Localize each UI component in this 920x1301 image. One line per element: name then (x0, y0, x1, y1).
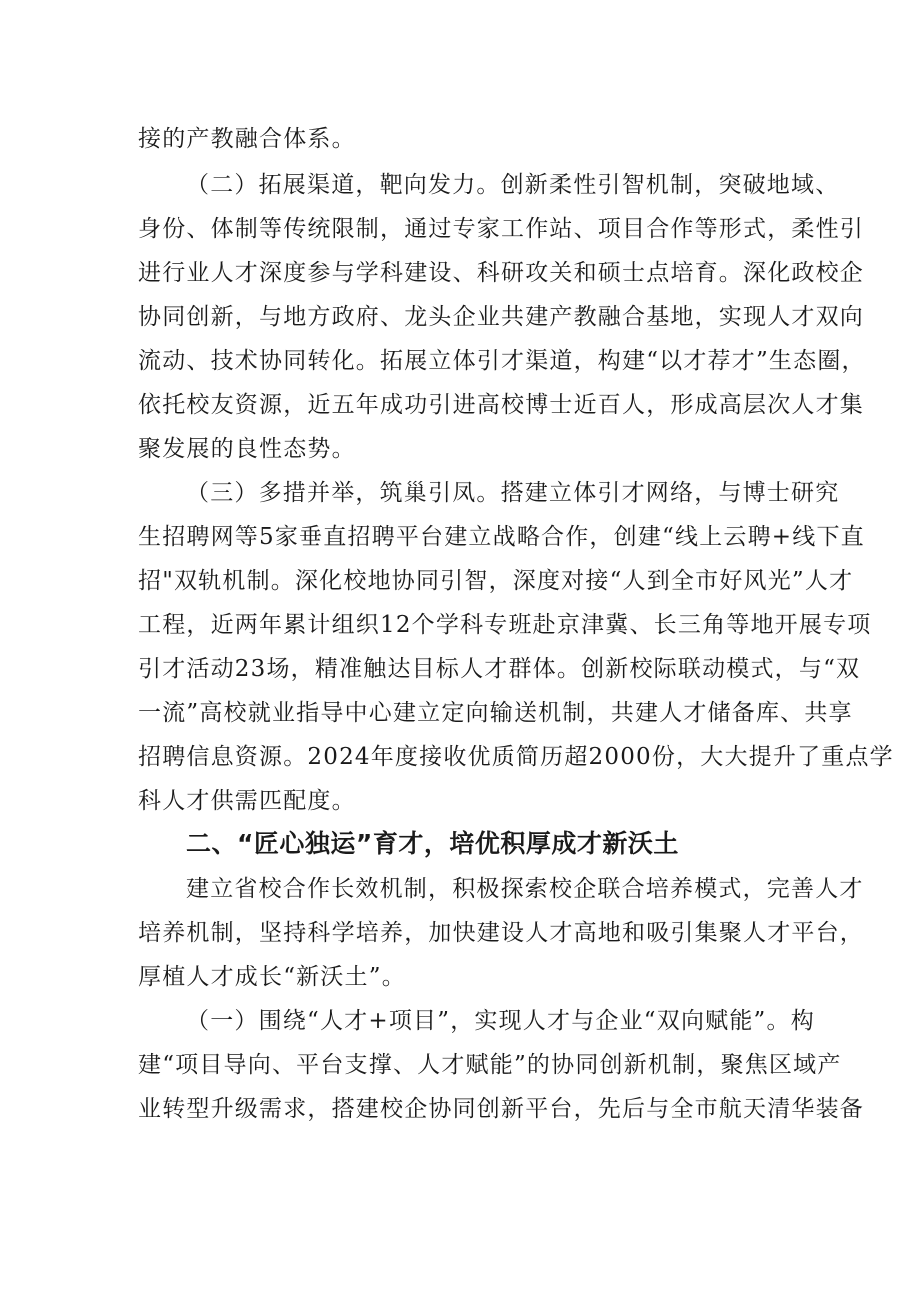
paragraph-line: 聚发展的良性态势。 (138, 436, 356, 462)
paragraph-line: 招聘信息资源。2024年度接收优质简历超2000份，大大提升了重点学 (138, 744, 894, 770)
paragraph-line: 引才活动23场，精准触达目标人才群体。创新校际联动模式，与“双 (138, 656, 861, 682)
paragraph-line: 进行业人才深度参与学科建设、科研攻关和硕士点培育。深化政校企 (138, 260, 864, 286)
paragraph-line: 接的产教融合体系。 (138, 126, 356, 152)
paragraph-line: 依托校友资源，近五年成功引进高校博士近百人，形成高层次人才集 (138, 392, 864, 418)
paragraph-line: 招"双轨机制。深化校地协同引智，深度对接“人到全市好风光”人才 (138, 568, 854, 594)
paragraph-line: 身份、体制等传统限制，通过专家工作站、项目合作等形式，柔性引 (138, 216, 864, 242)
paragraph-line: 厚植人才成长“新沃土”。 (138, 964, 406, 990)
paragraph-line: 建“项目导向、平台支撑、人才赋能”的协同创新机制，聚焦区域产 (138, 1052, 842, 1078)
paragraph-line: 业转型升级需求，搭建校企协同创新平台，先后与全市航天清华装备 (138, 1096, 864, 1122)
paragraph-line: 培养机制，坚持科学培养，加快建设人才高地和吸引集聚人才平台， (138, 920, 864, 946)
paragraph-line: （二）拓展渠道，靶向发力。创新柔性引智机制，突破地域、 (186, 172, 840, 198)
paragraph-line: （一）围绕“人才+项目”，实现人才与企业“双向赋能”。构 (186, 1008, 815, 1034)
paragraph-line: 一流”高校就业指导中心建立定向输送机制，共建人才储备库、共享 (138, 700, 853, 726)
section-heading: 二、“匠心独运”育才，培优积厚成才新沃土 (186, 829, 679, 858)
paragraph-line: 生招聘网等5家垂直招聘平台建立战略合作，创建“线上云聘+线下直 (138, 524, 865, 550)
paragraph-line: （三）多措并举，筑巢引凤。搭建立体引才网络，与博士研究 (186, 480, 840, 506)
paragraph-line: 建立省校合作长效机制，积极探索校企联合培养模式，完善人才 (186, 876, 864, 902)
paragraph-line: 流动、技术协同转化。拓展立体引才渠道，构建“以才荐才”生态圈， (138, 348, 866, 374)
paragraph-line: 协同创新，与地方政府、龙头企业共建产教融合基地，实现人才双向 (138, 304, 864, 330)
paragraph-line: 工程，近两年累计组织12个学科专班赴京津冀、长三角等地开展专项 (138, 612, 872, 638)
paragraph-line: 科人才供需匹配度。 (138, 788, 356, 814)
